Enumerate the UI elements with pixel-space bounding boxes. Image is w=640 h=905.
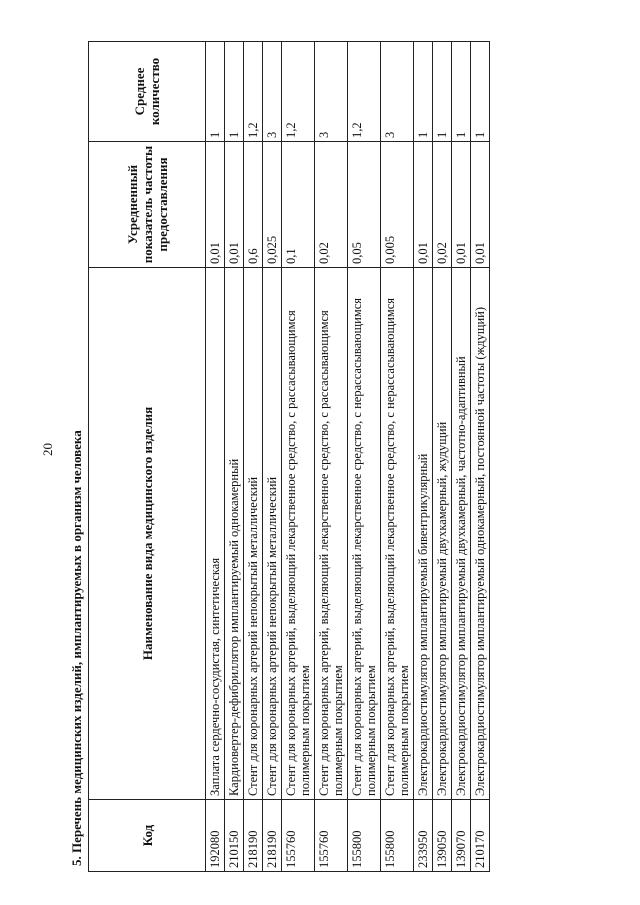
cell-quantity: 1,2: [348, 42, 381, 142]
cell-code: 210170: [471, 800, 490, 872]
table-row: [381, 42, 414, 872]
cell-frequency: 0,01: [225, 142, 244, 268]
cell-name: Стент для коронарных артерий, выделяющий лекарственное средство, с рассасывающимся полимерным покрытием: [315, 268, 348, 800]
header-code: Код: [89, 800, 206, 872]
table-row: [452, 42, 471, 872]
cell-name: Стент для коронарных артерий непокрытый металлический: [244, 268, 263, 800]
cell-name: Электрокардиостимулятор имплантируемый двухкамерный, частотно-адаптивный: [452, 268, 471, 800]
cell-code: 155800: [348, 800, 381, 872]
cell-code: 192080: [206, 800, 225, 872]
cell-frequency: 0,05: [348, 142, 381, 268]
cell-code: 233950: [414, 800, 433, 872]
cell-frequency: 0,02: [315, 142, 348, 268]
cell-code: 139050: [433, 800, 452, 872]
cell-name: Заплата сердечно-сосудистая, синтетическая: [206, 268, 225, 800]
cell-quantity: 1,2: [244, 42, 263, 142]
cell-code: 155760: [282, 800, 315, 872]
header-avg-quantity: Среднее количество: [89, 42, 206, 142]
cell-code: 155800: [381, 800, 414, 872]
implant-table: [88, 41, 490, 872]
cell-name: Стент для коронарных артерий непокрытый металлический: [263, 268, 282, 800]
cell-name: Электрокардиостимулятор имплантируемый двухкамерный, жудущий: [433, 268, 452, 800]
cell-quantity: 1: [452, 42, 471, 142]
cell-quantity: 1: [433, 42, 452, 142]
cell-code: 218190: [244, 800, 263, 872]
table-row: [471, 42, 490, 872]
cell-frequency: 0,025: [263, 142, 282, 268]
cell-name: Электрокардиостимулятор имплантируемый бивентрикулярный: [414, 268, 433, 800]
section-title: 5. Перечень медицинских изделий, имплантируемых в организм человека: [69, 430, 84, 866]
cell-quantity: 1: [225, 42, 244, 142]
cell-name: Кардиовертер-дефибриллятор имплантируемый однокамерный: [225, 268, 244, 800]
cell-frequency: 0,005: [381, 142, 414, 268]
table-row: [433, 42, 452, 872]
rotated-page-content: [66, 42, 626, 872]
table-row: [414, 42, 433, 872]
cell-name: Стент для коронарных артерий, выделяющий лекарственное средство, с рассасывающимся полимерным покрытием: [282, 268, 315, 800]
cell-frequency: 0,1: [282, 142, 315, 268]
cell-frequency: 0,02: [433, 142, 452, 268]
table-row: [315, 42, 348, 872]
table-row: [263, 42, 282, 872]
cell-quantity: 3: [381, 42, 414, 142]
table-row: [244, 42, 263, 872]
cell-quantity: 1: [206, 42, 225, 142]
cell-frequency: 0,01: [206, 142, 225, 268]
table-header-row: [89, 42, 206, 872]
cell-code: 210150: [225, 800, 244, 872]
header-name: Наименование вида медицинского изделия: [89, 268, 206, 800]
table-row: [206, 42, 225, 872]
cell-name: Стент для коронарных артерий, выделяющий лекарственное средство, с нерассасывающимся полимерным покрытием: [348, 268, 381, 800]
table-row: [348, 42, 381, 872]
cell-code: 218190: [263, 800, 282, 872]
cell-frequency: 0,01: [452, 142, 471, 268]
page-number: 20: [40, 443, 55, 456]
cell-quantity: 1: [471, 42, 490, 142]
table-row: [225, 42, 244, 872]
cell-code: 139070: [452, 800, 471, 872]
cell-frequency: 0,6: [244, 142, 263, 268]
table-row: [282, 42, 315, 872]
table-body: [206, 42, 490, 872]
header-avg-frequency: Усредненный показатель частоты предоставления: [89, 142, 206, 268]
cell-name: Электрокардиостимулятор имплантируемый однокамерный, постоянной частоты (ждущий): [471, 268, 490, 800]
cell-quantity: 1: [414, 42, 433, 142]
cell-quantity: 3: [263, 42, 282, 142]
cell-quantity: 3: [315, 42, 348, 142]
cell-frequency: 0,01: [471, 142, 490, 268]
cell-code: 155760: [315, 800, 348, 872]
cell-frequency: 0,01: [414, 142, 433, 268]
cell-name: Стент для коронарных артерий, выделяющий лекарственное средство, с нерассасывающимся полимерным покрытием: [381, 268, 414, 800]
cell-quantity: 1,2: [282, 42, 315, 142]
